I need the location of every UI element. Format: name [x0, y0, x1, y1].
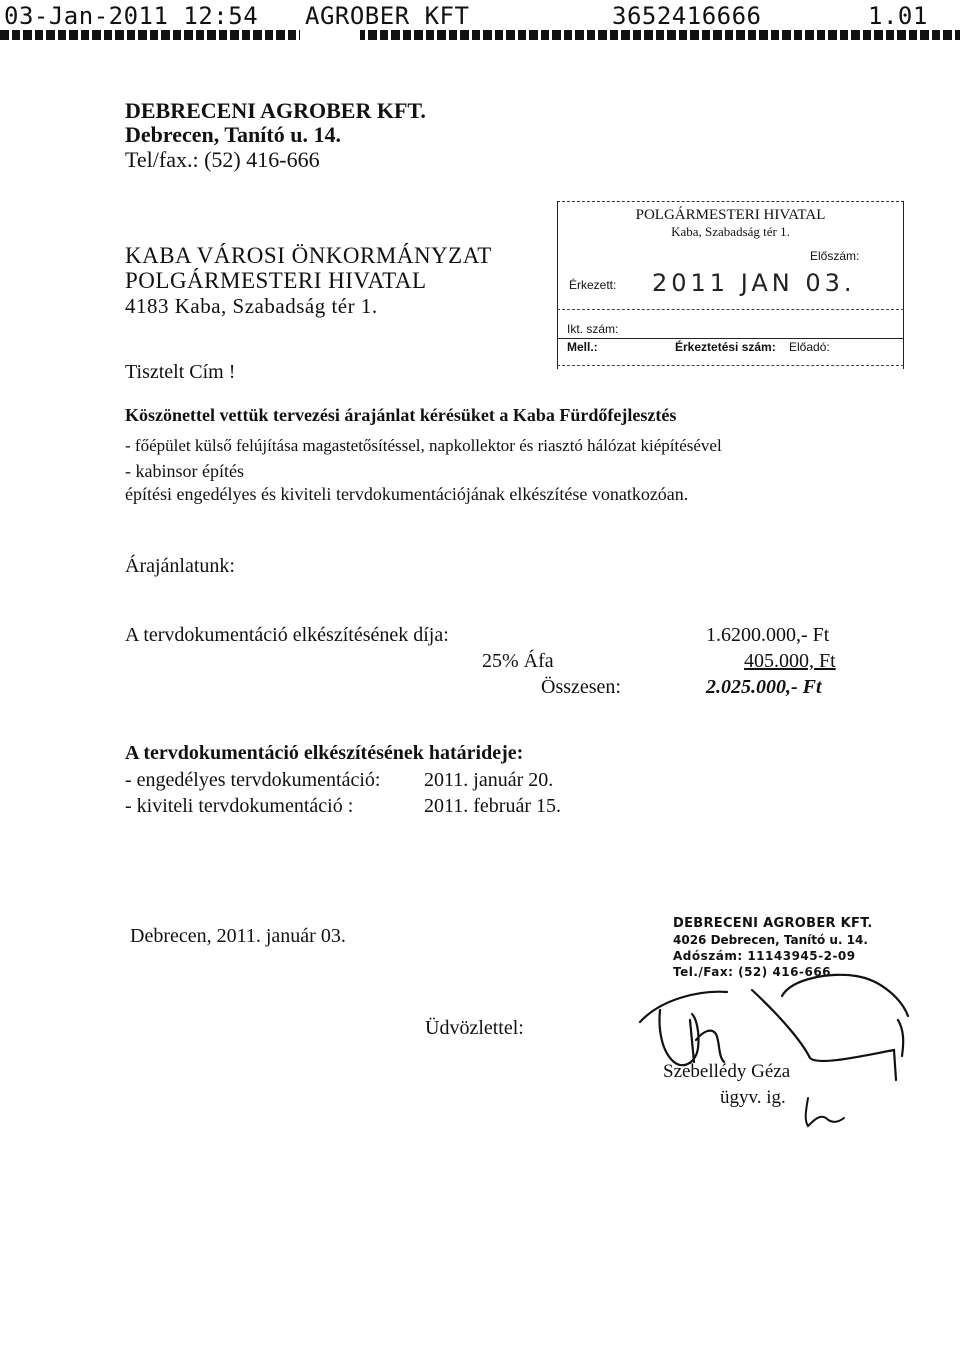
total-label: Összesen: [541, 676, 621, 698]
deadlines-title: A tervdokumentáció elkészítésének határideje: [125, 742, 524, 764]
stamp-address: Kaba, Szabadság tér 1. [671, 224, 790, 239]
registration-stamp [557, 201, 904, 369]
salutation: Tisztelt Cím ! [125, 361, 236, 383]
seal-line-3: Adószám: 11143945-2-09 [673, 949, 856, 963]
fax-company: AGROBER KFT [305, 2, 470, 30]
stamp-eloszam-label: Előszám: [810, 249, 860, 263]
signer-title: ügyv. ig. [720, 1087, 786, 1108]
fax-page: 1.01 [868, 2, 928, 30]
greeting: Üdvözlettel: [425, 1017, 524, 1039]
fax-noise-bar [0, 30, 960, 40]
fax-datetime: 03-Jan-2011 12:54 [4, 2, 259, 30]
recipient-line1: KABA VÁROSI ÖNKORMÁNYZAT [125, 243, 492, 268]
intro-closing: építési engedélyes és kiviteli tervdokumentációjának elkészítése vonatkozóan. [125, 484, 689, 504]
place-date: Debrecen, 2011. január 03. [130, 925, 346, 947]
exec-date: 2011. február 15. [424, 795, 561, 817]
total-value: 2.025.000,- Ft [706, 676, 822, 698]
sender-address: Debrecen, Tanító u. 14. [125, 122, 341, 147]
fee-label: A tervdokumentáció elkészítésének díja: [125, 624, 449, 646]
seal-line-1: DEBRECENI AGROBER KFT. [673, 916, 873, 931]
stamp-erkezett-label: Érkezett: [569, 278, 617, 292]
initials-mark [800, 1092, 850, 1132]
signer-name: Szebellédy Géza [663, 1061, 791, 1082]
recipient-address: 4183 Kaba, Szabadság tér 1. [125, 294, 378, 318]
stamp-office: POLGÁRMESTERI HIVATAL [635, 207, 826, 223]
intro-item-2: - kabinsor építés [125, 461, 244, 481]
vat-value: 405.000, Ft [744, 650, 836, 672]
sender-phone: Tel/fax.: (52) 416-666 [125, 147, 320, 172]
permit-date: 2011. január 20. [424, 769, 554, 791]
fax-phone: 3652416666 [612, 2, 762, 30]
permit-label: - engedélyes tervdokumentáció: [125, 769, 381, 791]
stamp-eloado-label: Előadó: [789, 340, 830, 354]
intro-heading: Köszönettel vettük tervezési árajánlat kérésüket a Kaba Fürdőfejlesztés [125, 405, 677, 425]
recipient-line2: POLGÁRMESTERI HIVATAL [125, 268, 427, 293]
sender-name: DEBRECENI AGROBER KFT. [125, 98, 426, 123]
stamp-erkeztetesi-label: Érkeztetési szám: [675, 340, 776, 354]
stamp-date: 2011 JAN 03. [652, 269, 856, 297]
offer-title: Árajánlatunk: [125, 555, 235, 577]
stamp-mell-label: Mell.: [567, 340, 598, 354]
exec-label: - kiviteli tervdokumentáció : [125, 795, 354, 817]
vat-label: 25% Áfa [482, 650, 554, 672]
stamp-iktszam-label: Ikt. szám: [567, 322, 619, 336]
fee-value: 1.6200.000,- Ft [706, 624, 830, 646]
intro-item-1: - főépület külső felújítása magastetősítéssel, napkollektor és riasztó hálózat kiépítésével [125, 436, 722, 455]
seal-line-2: 4026 Debrecen, Tanító u. 14. [673, 933, 868, 947]
fax-header [0, 0, 960, 44]
seal-line-4: Tel./Fax: (52) 416-666 [673, 965, 832, 979]
